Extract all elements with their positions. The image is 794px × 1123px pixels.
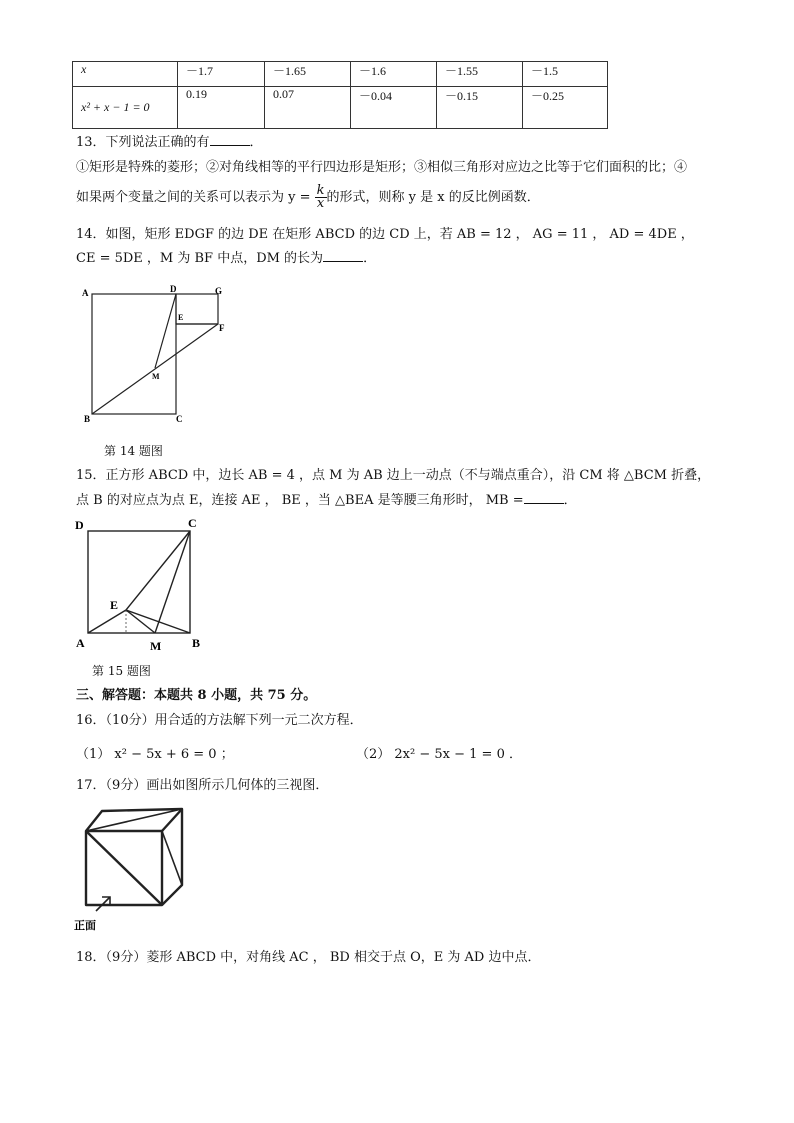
q14-figure	[80, 284, 230, 424]
table-cell: －1.6	[351, 62, 437, 87]
q16-part2: （2） 2x² − 5x − 1 = 0 ．	[356, 747, 522, 762]
q16-part1: （1） x² − 5x + 6 = 0 ；	[76, 747, 234, 762]
q16-stem: 16．（10分）用合适的方法解下列一元二次方程．	[76, 713, 363, 728]
q18-stem: 18．（9分）菱形 ABCD 中，对角线 AC ， BD 相交于点 O，E 为 AD 边中点．	[76, 950, 541, 965]
table-cell: 0.19	[178, 87, 265, 129]
table-cell: －1.7	[178, 62, 265, 87]
answer-blank[interactable]	[524, 491, 564, 504]
table-cell: －1.65	[265, 62, 351, 87]
q15-caption: 第 15 题图	[92, 664, 151, 678]
answer-blank[interactable]	[323, 249, 363, 262]
label-M: M	[152, 372, 160, 381]
label-G: G	[215, 286, 223, 296]
table-cell: －0.25	[523, 87, 608, 129]
q17-stem: 17．（9分）画出如图所示几何体的三视图．	[76, 778, 329, 793]
table-cell: －0.15	[437, 87, 523, 129]
q13-line2: ①矩形是特殊的菱形；②对角线相等的平行四边形是矩形；③相似三角形对应边之比等于它们面积的比；④	[76, 160, 688, 175]
table-cell: 0.07	[265, 87, 351, 129]
table-cell: －1.55	[437, 62, 523, 87]
value-table	[72, 61, 608, 129]
label-D: D	[170, 284, 177, 294]
fraction-k-over-x: $\frac{k}{x}$	[316, 183, 325, 211]
table-cell: －0.04	[351, 87, 437, 129]
q14-line2: CE = 5DE ，M 为 BF 中点，DM 的长为 ．	[76, 251, 377, 266]
label-C: C	[188, 516, 197, 530]
label-F: F	[219, 323, 225, 333]
q14-line1: 14．如图，矩形 EDGF 的边 DE 在矩形 ABCD 的边 CD 上，若 AB = 12 ， AG = 11 ， AD = 4DE ，	[76, 227, 694, 242]
q14-caption: 第 14 题图	[104, 444, 163, 458]
label-M: M	[150, 639, 162, 653]
front-label: 正面	[74, 920, 96, 932]
q17-figure	[74, 805, 194, 935]
table-row2-label: x² + x − 1 = 0	[73, 87, 178, 129]
label-B: B	[192, 636, 201, 650]
label-A: A	[82, 288, 89, 298]
label-A: A	[76, 636, 85, 650]
q15-line1: 15．正方形 ABCD 中，边长 AB = 4 ，点 M 为 AB 边上一动点（不与端点重合），沿 CM 将 △BCM 折叠，	[76, 468, 711, 483]
section-heading: 三、解答题：本题共 8 小题，共 75 分。	[76, 688, 317, 703]
q15-figure	[70, 515, 220, 655]
label-D: D	[75, 518, 84, 532]
label-C: C	[176, 414, 183, 424]
q13-line3: 如果两个变量之间的关系可以表示为 y = $\frac{k}{x}$ 的形式，则称 y 是 x 的反比例函数．	[76, 183, 540, 211]
table-row1-label: x	[73, 62, 178, 87]
q15-line2: 点 B 的对应点为点 E，连接 AE ， BE ，当 △BEA 是等腰三角形时， MB = ．	[76, 493, 577, 508]
q13-stem: 13．下列说法正确的有 ．	[76, 135, 263, 150]
label-B: B	[84, 414, 91, 424]
label-E: E	[178, 313, 184, 322]
label-E: E	[110, 598, 119, 612]
table-cell: －1.5	[523, 62, 608, 87]
answer-blank[interactable]	[210, 133, 250, 146]
